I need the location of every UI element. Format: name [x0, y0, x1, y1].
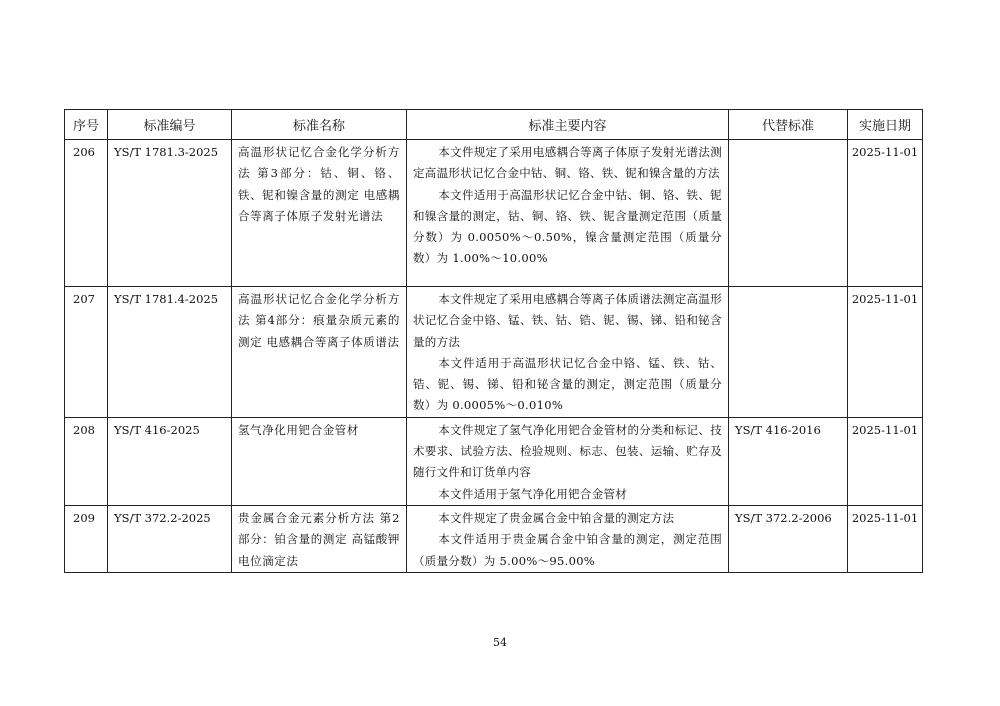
table-row — [65, 417, 923, 505]
row-seq: 209 — [65, 505, 108, 572]
content-paragraph: 本文件规定了采用电感耦合等离子体原子发射光谱法测定高温形状记忆合金中钴、铜、铬、铁、铌和镍含量的方法 — [413, 145, 722, 181]
header-seq: 序号 — [65, 110, 108, 140]
row-content — [407, 287, 729, 418]
table-row — [65, 287, 923, 418]
row-date: 2025-11-01 — [848, 140, 923, 287]
page-number: 54 — [493, 636, 507, 649]
row-date: 2025-11-01 — [848, 287, 923, 418]
row-seq: 208 — [65, 417, 108, 505]
row-name: 高温形状记忆合金化学分析方法 第4部分：痕量杂质元素的测定 电感耦合等离子体质谱法 — [232, 287, 407, 418]
table-header-row — [65, 110, 923, 140]
row-replace: YS/T 416-2016 — [729, 417, 848, 505]
row-name: 高温形状记忆合金化学分析方法 第3部分：钴、铜、铬、铁、铌和镍含量的测定 电感耦合等离子体原子发射光谱法 — [232, 140, 407, 287]
row-replace — [729, 287, 848, 418]
standards-table — [64, 109, 923, 573]
row-date: 2025-11-01 — [848, 505, 923, 572]
row-seq: 207 — [65, 287, 108, 418]
content-paragraph: 本文件规定了贵金属合金中铂含量的测定方法 — [438, 510, 675, 525]
table-row — [65, 505, 923, 572]
row-replace: YS/T 372.2-2006 — [729, 505, 848, 572]
content-paragraph: 本文件适用于贵金属合金中铂含量的测定，测定范围（质量分数）为 5.00%～95.00% — [413, 532, 722, 568]
content-paragraph: 本文件规定了采用电感耦合等离子体质谱法测定高温形状记忆合金中铬、锰、铁、钴、锆、铌、锡、锑、铅和铋含量的方法 — [413, 292, 722, 349]
header-date: 实施日期 — [848, 110, 923, 140]
header-content: 标准主要内容 — [407, 110, 729, 140]
table-row — [65, 140, 923, 287]
row-content — [407, 417, 729, 505]
row-code: YS/T 372.2-2025 — [108, 505, 232, 572]
content-paragraph: 本文件规定了氢气净化用钯合金管材的分类和标记、技术要求、试验方法、检验规则、标志、包装、运输、贮存及随行文件和订货单内容 — [413, 422, 722, 480]
content-paragraph: 本文件适用于高温形状记忆合金中铬、锰、铁、钴、锆、铌、锡、锑、铅和铋含量的测定，测定范围（质量分数）为 0.0005%～0.010% — [413, 355, 722, 413]
row-name: 贵金属合金元素分析方法 第2部分：铂含量的测定 高锰酸钾电位滴定法 — [232, 505, 407, 572]
row-name: 氢气净化用钯合金管材 — [232, 417, 407, 505]
row-content — [407, 140, 729, 287]
header-name: 标准名称 — [232, 110, 407, 140]
row-code: YS/T 1781.4-2025 — [108, 287, 232, 418]
content-paragraph: 本文件适用于氢气净化用钯合金管材 — [438, 486, 628, 501]
row-content — [407, 505, 729, 572]
row-code: YS/T 1781.3-2025 — [108, 140, 232, 287]
content-paragraph: 本文件适用于高温形状记忆合金中钴、铜、铬、铁、铌和镍含量的测定，钴、铜、铬、铁、铌含量测定范围（质量分数）为 0.0050%～0.50%，镍含量测定范围（质量分数）为 1.00%～10.00% — [413, 187, 722, 266]
row-replace — [729, 140, 848, 287]
row-code: YS/T 416-2025 — [108, 417, 232, 505]
header-replace: 代替标准 — [729, 110, 848, 140]
row-date: 2025-11-01 — [848, 417, 923, 505]
row-seq: 206 — [65, 140, 108, 287]
header-code: 标准编号 — [108, 110, 232, 140]
